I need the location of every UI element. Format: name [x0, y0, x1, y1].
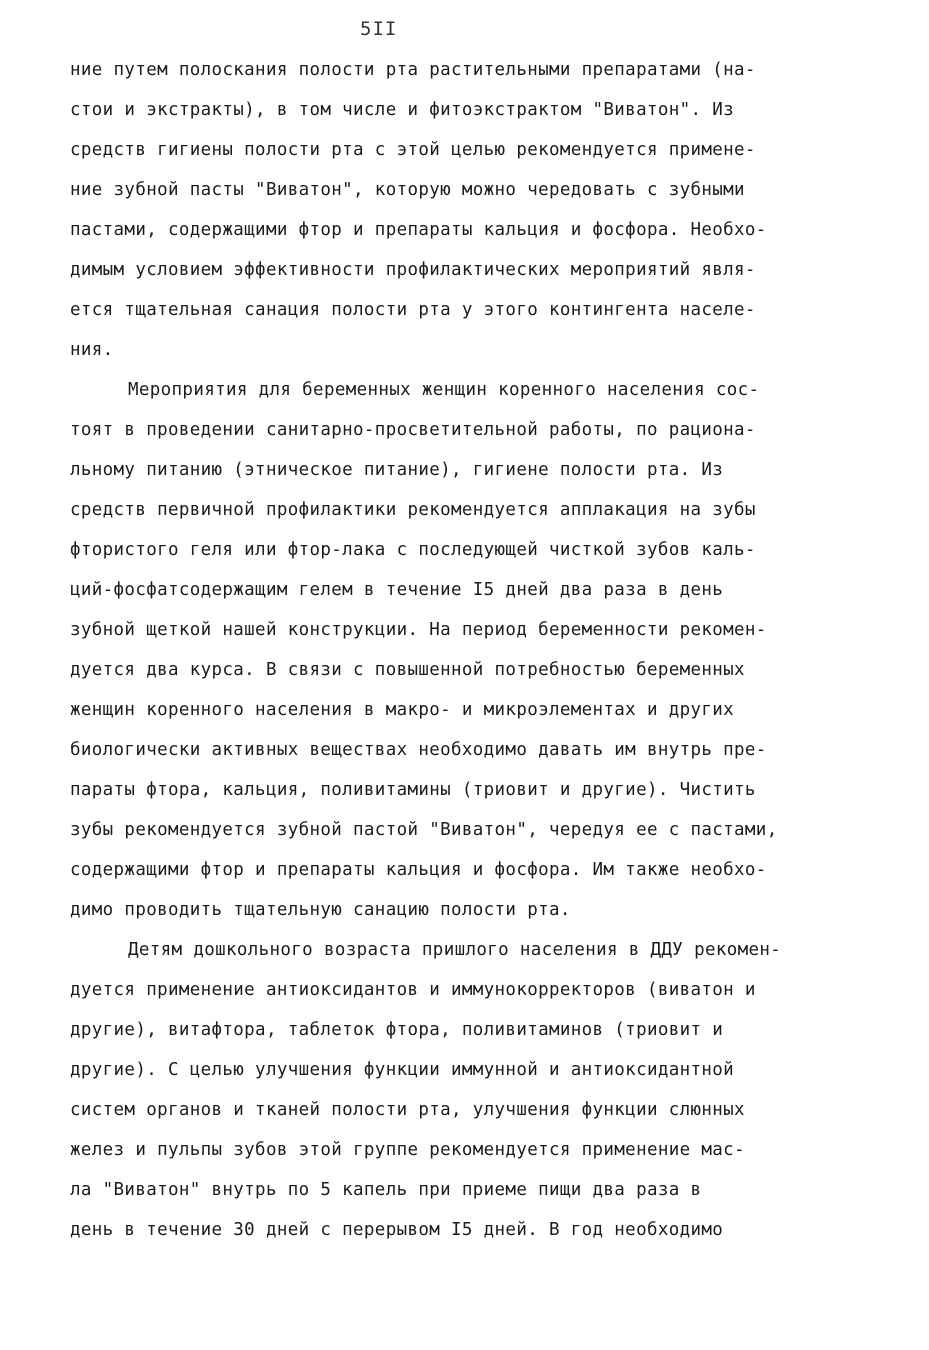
text-line: другие). С целью улучшения функции иммунной и антиоксидантной: [70, 1060, 735, 1080]
text-line: пастами, содержащими фтор и препараты кальция и фосфора. Необхо-: [70, 220, 767, 240]
text-line: женщин коренного населения в макро- и микроэлементах и других: [70, 700, 735, 720]
text-line: димым условием эффективности профилактических мероприятий явля-: [70, 260, 756, 280]
text-line: ние зубной пасты "Виватон", которую можно чередовать с зубными: [70, 180, 745, 200]
text-line: средств первичной профилактики рекомендуется апплакация на зубы: [70, 500, 756, 520]
text-line: ния.: [70, 340, 114, 360]
page-number: 5II: [360, 18, 398, 40]
text-line: содержащими фтор и препараты кальция и фосфора. Им также необхо-: [70, 860, 767, 880]
text-line: ций-фосфатсодержащим гелем в течение I5 дней два раза в день: [70, 580, 724, 600]
paragraph-first-line: Детям дошкольного возраста пришлого населения в ДДУ рекомен-: [128, 940, 782, 960]
text-line: другие), витафтора, таблеток фтора, поливитаминов (триовит и: [70, 1020, 724, 1040]
text-line: параты фтора, кальция, поливитамины (триовит и другие). Чистить: [70, 780, 756, 800]
text-line: дуется два курса. В связи с повышенной потребностью беременных: [70, 660, 745, 680]
text-line: димо проводить тщательную санацию полости рта.: [70, 900, 571, 920]
text-line: зубы рекомендуется зубной пастой "Виватон", чередуя ее с пастами,: [70, 820, 778, 840]
text-line: фтористого геля или фтор-лака с последующей чисткой зубов каль-: [70, 540, 756, 560]
text-line: систем органов и тканей полости рта, улучшения функции слюнных: [70, 1100, 745, 1120]
text-line: желез и пульпы зубов этой группе рекомендуется применение мас-: [70, 1140, 745, 1160]
paragraph-first-line: Мероприятия для беременных женщин коренного населения сос-: [128, 380, 760, 400]
text-line: биологически активных веществах необходимо давать им внутрь пре-: [70, 740, 767, 760]
text-line: ла "Виватон" внутрь по 5 капель при приеме пищи два раза в: [70, 1180, 702, 1200]
text-line: день в течение 30 дней с перерывом I5 дней. В год необходимо: [70, 1220, 724, 1240]
text-line: тоят в проведении санитарно-просветительной работы, по рациона-: [70, 420, 756, 440]
text-line: стои и экстракты), в том числе и фитоэкстрактом "Виватон". Из: [70, 100, 735, 120]
text-line: дуется применение антиоксидантов и иммунокорректоров (виватон и: [70, 980, 756, 1000]
text-line: ется тщательная санация полости рта у этого контингента населе-: [70, 300, 756, 320]
text-line: зубной щеткой нашей конструкции. На период беременности рекомен-: [70, 620, 767, 640]
text-line: средств гигиены полости рта с этой целью рекомендуется примене-: [70, 140, 756, 160]
text-line: льному питанию (этническое питание), гигиене полости рта. Из: [70, 460, 724, 480]
text-line: ние путем полоскания полости рта растительными препаратами (на-: [70, 60, 756, 80]
